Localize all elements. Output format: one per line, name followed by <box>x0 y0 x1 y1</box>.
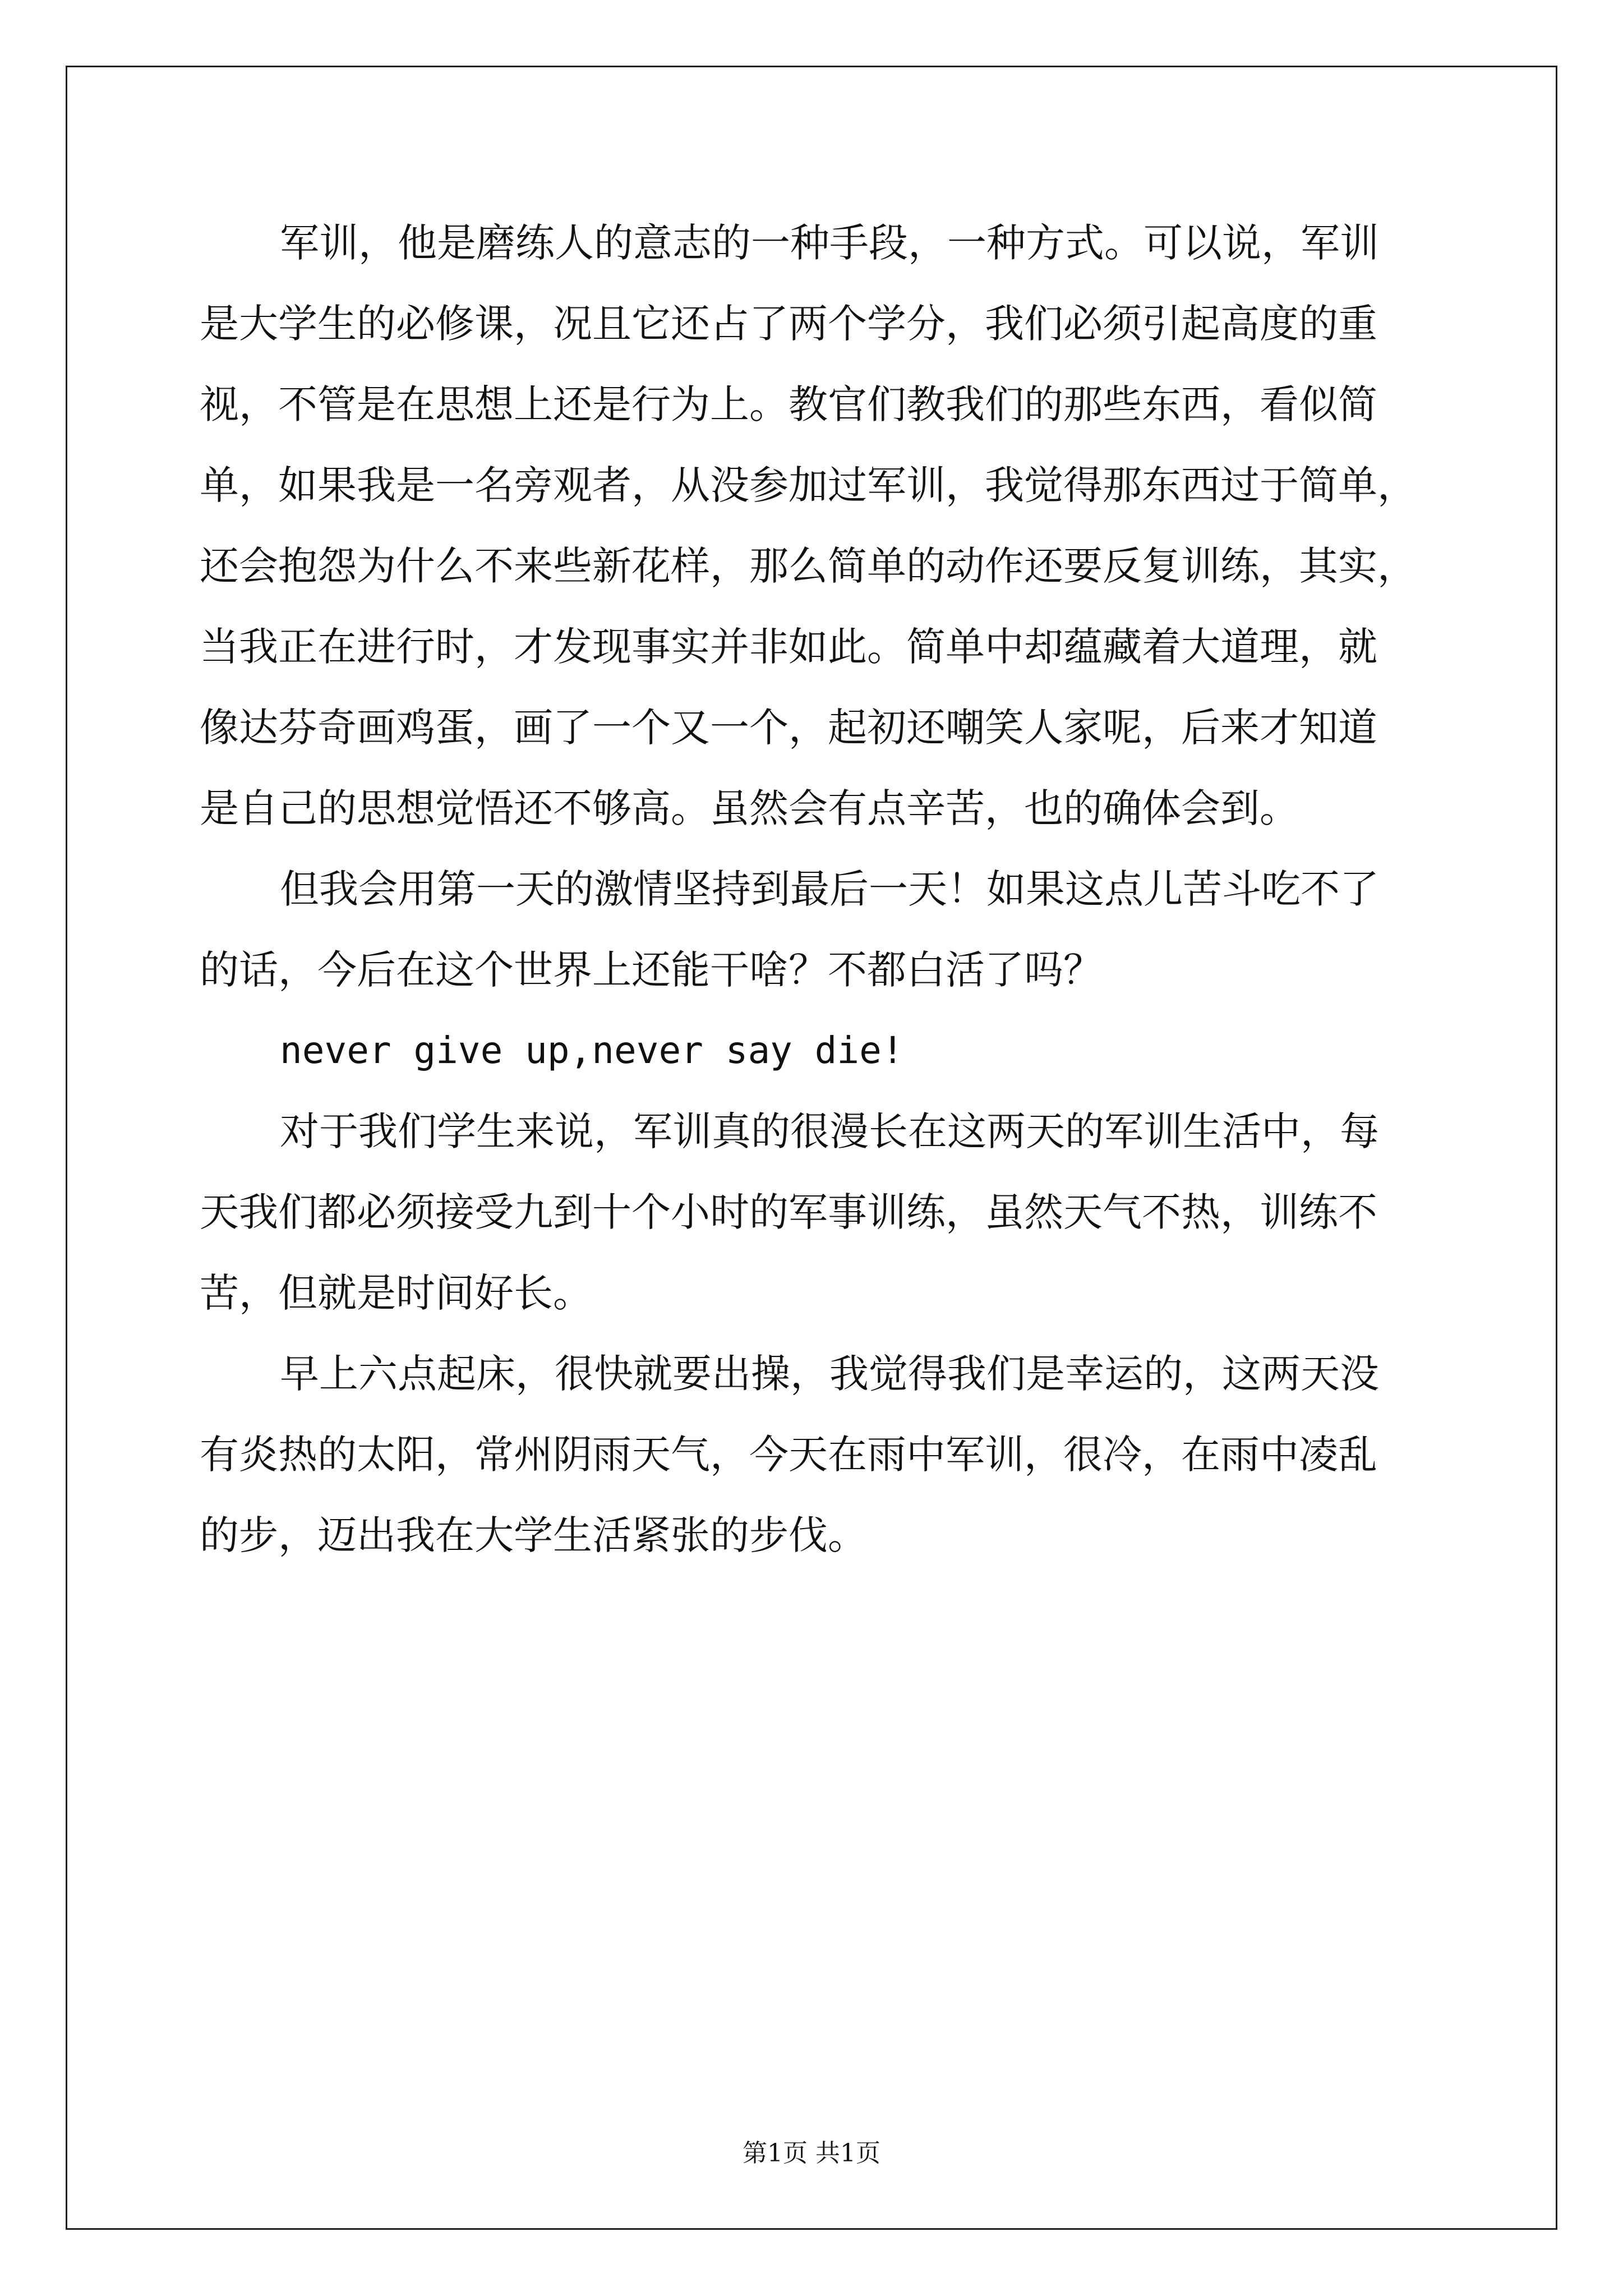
paragraph-5-line-1: 早上六点起床，很快就要出操，我觉得我们是幸运的，这两天没 <box>280 1351 1379 1397</box>
paragraph-2-line-2: 的话，今后在这个世界上还能干啥？不都白活了吗？ <box>200 947 1103 993</box>
paragraph-1-line-3: 视，不管是在思想上还是行为上。教官们教我们的那些东西，看似简 <box>200 381 1377 427</box>
paragraph-1-line-8: 是自己的思想觉悟还不够高。虽然会有点辛苦，也的确体会到。 <box>200 785 1299 831</box>
paragraph-5-line-3: 的步，迈出我在大学生活紧张的步伐。 <box>200 1512 867 1558</box>
paragraph-1-line-1: 军训，他是磨练人的意志的一种手段，一种方式。可以说，军训 <box>280 220 1379 266</box>
paragraph-1-line-6: 当我正在进行时，才发现事实并非如此。简单中却蕴藏着大道理，就 <box>200 624 1377 670</box>
paragraph-2-line-1: 但我会用第一天的激情坚持到最后一天！如果这点儿苦斗吃不了 <box>280 866 1379 912</box>
paragraph-4-line-2: 天我们都必须接受九到十个小时的军事训练，虽然天气不热，训练不 <box>200 1189 1377 1235</box>
paragraph-3-line-1: never give up,never say die! <box>280 1029 904 1072</box>
paragraph-5-line-2: 有炎热的太阳，常州阴雨天气，今天在雨中军训，很冷，在雨中凌乱 <box>200 1432 1377 1478</box>
paragraph-1-line-2: 是大学生的必修课，况且它还占了两个学分，我们必须引起高度的重 <box>200 301 1377 347</box>
paragraph-1-line-4: 单，如果我是一名旁观者，从没参加过军训，我觉得那东西过于简单， <box>200 462 1417 508</box>
paragraph-4-line-1: 对于我们学生来说，军训真的很漫长在这两天的军训生活中，每 <box>280 1108 1379 1154</box>
page-number-footer: 第1页 共1页 <box>743 2139 880 2168</box>
paragraph-1-line-5: 还会抱怨为什么不来些新花样，那么简单的动作还要反复训练，其实， <box>200 543 1417 589</box>
paragraph-1-line-7: 像达芬奇画鸡蛋，画了一个又一个，起初还嘲笑人家呢，后来才知道 <box>200 705 1377 751</box>
paragraph-4-line-3: 苦，但就是时间好长。 <box>200 1270 592 1316</box>
